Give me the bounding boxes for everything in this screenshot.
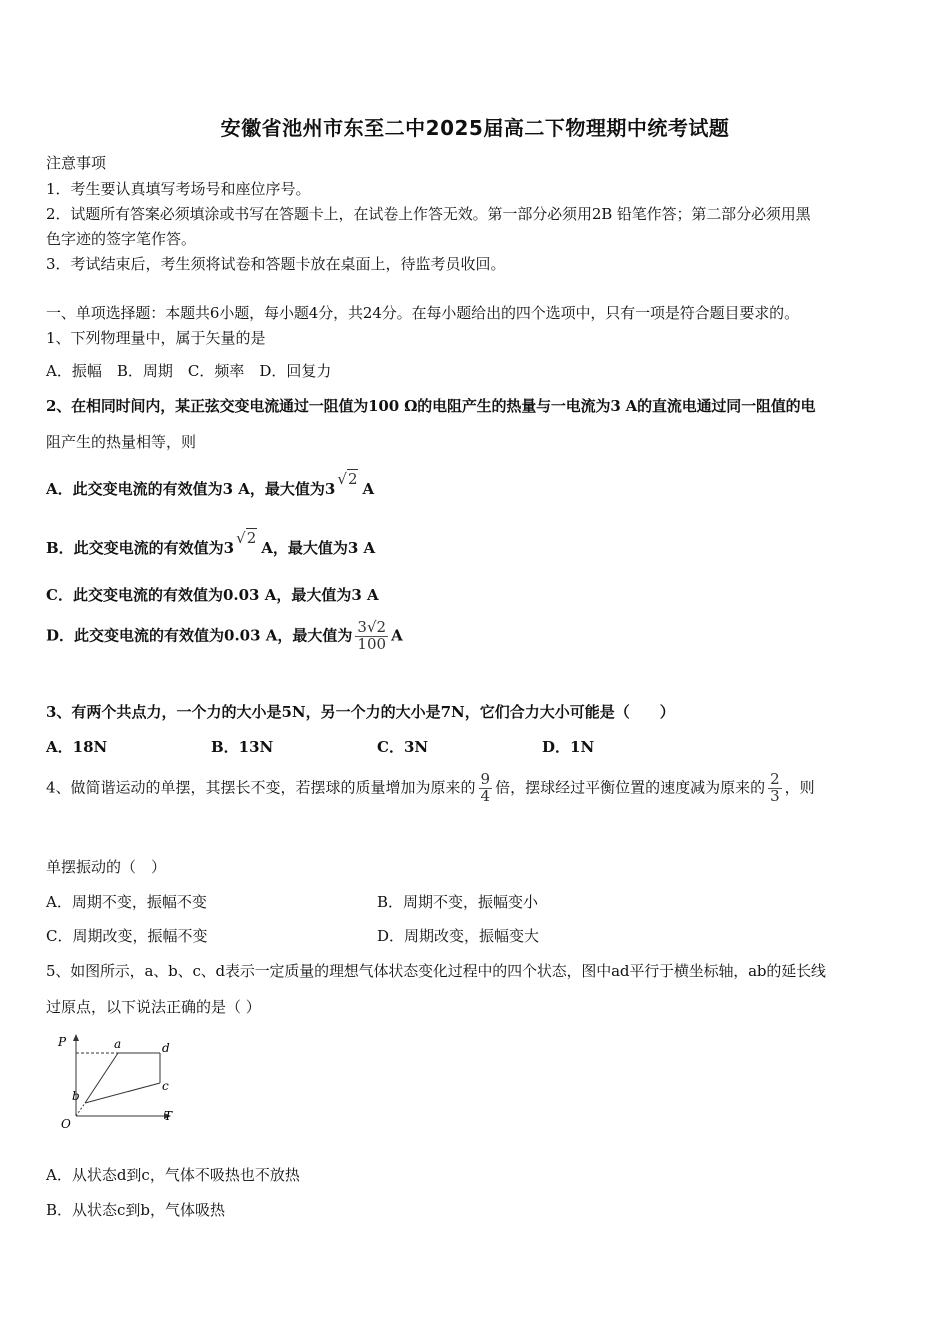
notice-item-3: 3．考试结束后，考生须将试卷和答题卡放在桌面上，待监考员收回。 xyxy=(46,255,506,273)
sqrt-radicand: 2 xyxy=(246,529,257,547)
fraction-denominator: 100 xyxy=(357,634,387,653)
label-a: a xyxy=(114,1037,122,1051)
q4-option-a: A．周期不变，振幅不变 xyxy=(46,893,207,911)
q5-stem-line2: 过原点，以下说法正确的是（ ） xyxy=(46,998,261,1016)
q3-option-b: B．13N xyxy=(211,738,274,756)
fraction-numerator: 2 xyxy=(770,770,780,788)
q2-option-a-text: A．此交变电流的有效值为3 A，最大值为3 xyxy=(46,480,336,498)
section-heading: 一、单项选择题：本题共6小题，每小题4分，共24分。在每小题给出的四个选项中，只有一项是符合题目要求的。 xyxy=(46,304,799,322)
q2-option-a xyxy=(46,470,375,499)
q4-option-d: D．周期改变，振幅变大 xyxy=(377,927,540,945)
sqrt-radicand: 2 xyxy=(347,470,358,488)
label-c: c xyxy=(162,1079,169,1093)
q2-option-a-unit: A xyxy=(362,480,375,498)
q3-option-d: D．1N xyxy=(542,738,595,756)
q2-option-b xyxy=(46,529,376,558)
notice-item-2: 2．试题所有答案必须填涂或书写在答题卡上，在试卷上作答无效。第一部分必须用2B 铅笔作答；第二部分必须用黑 xyxy=(46,205,811,223)
fraction-denominator: 4 xyxy=(480,786,491,805)
sqrt-symbol: √2 xyxy=(337,470,358,488)
label-p: P xyxy=(58,1035,67,1049)
label-b: b xyxy=(72,1089,80,1103)
extension-to-origin xyxy=(76,1103,85,1116)
q2-option-c: C．此交变电流的有效值为0.03 A，最大值为3 A xyxy=(46,586,379,604)
notice-item-2-cont: 色字迹的签字笔作答。 xyxy=(46,230,197,248)
q4-stem-text: 4、做简谐运动的单摆，其摆长不变，若摆球的质量增加为原来的 xyxy=(46,778,476,797)
q2-option-b-text: B．此交变电流的有效值为3 xyxy=(46,539,235,557)
pt-diagram xyxy=(52,1030,182,1135)
q4-stem-line2: 单摆振动的（ ） xyxy=(46,858,167,876)
fraction-numerator: 9 xyxy=(480,770,491,788)
fraction-denominator: 3 xyxy=(770,786,780,805)
exam-title: 安徽省池州市东至二中2025届高二下物理期中统考试题 xyxy=(220,116,730,140)
notice-item-1: 1．考生要认真填写考场号和座位序号。 xyxy=(46,180,311,198)
q1-stem: 1、下列物理量中，属于矢量的是 xyxy=(46,329,266,347)
q2-option-d-text: D．此交变电流的有效值为0.03 A，最大值为 xyxy=(46,626,353,645)
q4-stem-line1 xyxy=(46,772,815,805)
q4-stem-text: ，则 xyxy=(784,778,815,797)
q1-options: A．振幅 B．周期 C．频率 D．回复力 xyxy=(46,362,332,380)
label-d: d xyxy=(162,1041,170,1055)
q4-option-c: C．周期改变，振幅不变 xyxy=(46,927,208,945)
label-o: O xyxy=(61,1117,71,1131)
q2-stem-line1: 2、在相同时间内，某正弦交变电流通过一阻值为100 Ω的电阻产生的热量与一电流为3 A的直流电通过同一阻值的电 xyxy=(46,397,816,415)
p-axis-arrow xyxy=(73,1034,79,1041)
fraction xyxy=(355,620,388,653)
q2-stem-line2: 阻产生的热量相等，则 xyxy=(46,433,197,451)
q3-option-a: A．18N xyxy=(46,738,108,756)
q4-stem-text: 倍，摆球经过平衡位置的速度减为原来的 xyxy=(495,778,766,797)
q5-option-b: B．从状态c到b，气体吸热 xyxy=(46,1201,226,1219)
fraction-numerator: 3√2 xyxy=(357,618,387,636)
q5-stem-line1: 5、如图所示，a、b、c、d表示一定质量的理想气体状态变化过程中的四个状态，图中ad平行于横坐标轴，ab的延长线 xyxy=(46,962,826,980)
q3-stem: 3、有两个共点力，一个力的大小是5N，另一个力的大小是7N，它们合力大小可能是（ ） xyxy=(46,703,675,721)
sqrt-symbol: √2 xyxy=(236,529,257,547)
q2-option-d xyxy=(46,620,403,653)
q4-option-b: B．周期不变，振幅变小 xyxy=(377,893,539,911)
notice-heading: 注意事项 xyxy=(46,154,107,172)
fraction xyxy=(479,772,493,805)
q2-option-d-unit: A xyxy=(391,626,403,645)
q5-option-a: A．从状态d到c，气体不吸热也不放热 xyxy=(46,1166,300,1184)
fraction xyxy=(768,772,782,805)
label-t: T xyxy=(164,1109,173,1123)
q3-option-c: C．3N xyxy=(377,738,429,756)
q2-option-b-unit: A，最大值为3 A xyxy=(261,539,376,557)
